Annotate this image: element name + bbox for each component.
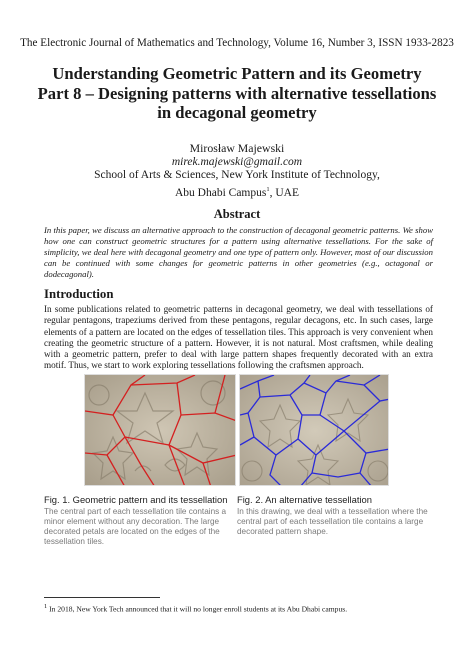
figure-1-image bbox=[84, 374, 236, 486]
figure-2-caption: Fig. 2. An alternative tessellation bbox=[237, 494, 372, 505]
journal-header: The Electronic Journal of Mathematics and Technology, Volume 16, Number 3, ISSN 1933-2823 bbox=[20, 37, 454, 49]
figure-2-image bbox=[239, 374, 389, 486]
author-block bbox=[0, 142, 474, 200]
paper-title bbox=[20, 64, 454, 123]
footnote-mark: 1 bbox=[44, 603, 48, 610]
author-email[interactable]: mirek.majewski@gmail.com bbox=[171, 155, 303, 168]
footnote-divider bbox=[44, 597, 160, 598]
footnote-text: In 2018, New York Tech announced that it will no longer enroll students at its Abu Dhabi campus. bbox=[49, 604, 348, 614]
abstract-text: In this paper, we discuss an alternative approach to the construction of decagonal geometric patterns. We show how one can construct geometric structures for a pattern using alternative tessellations. For the sake of simplicity, we deal here with decagonal geometry and one type of pattern only. However, most of our discussion can be continued with some changes for geometric patterns in other geometries (e.g., octagonal or dodecagonal). bbox=[44, 225, 433, 279]
title-line-2: Part 8 – Designing patterns with alternative tessellations bbox=[37, 83, 437, 103]
figure-1-caption: Fig. 1. Geometric pattern and its tessellation bbox=[44, 494, 228, 505]
affiliation-line-1: School of Arts & Sciences, New York Institute of Technology, bbox=[94, 169, 380, 181]
author-name: Mirosław Majewski bbox=[189, 141, 285, 155]
figure-2-description: In this drawing, we deal with a tessellation where the central part of each tessellation tile contains a large decorated pattern shape. bbox=[237, 507, 428, 536]
figure-1-description: The central part of each tessellation tile contains a minor element without any decoration. The large decorated petals are located on the edges of the tessellation tiles. bbox=[44, 507, 227, 546]
affiliation-line-2 bbox=[0, 183, 474, 200]
title-line-1: Understanding Geometric Pattern and its Geometry bbox=[52, 64, 422, 83]
introduction-text: In some publications related to geometric patterns in decagonal geometry, we deal with tessellations of regular pentagons, trapeziums derived from these pentagons, regular decagons, etc. In such cases, large elements of a pattern are located on the edges of tessellation tiles. This approach is very convenient when creating the geometric structure of a pattern. However, it is not natural. Most craftsmen, while dealing with a geometric pattern, prefer to deal with large pattern shapes frequently decorated with an extra motif. Thus, we start to work exploring tessellations following the craftsmen approach. bbox=[44, 304, 433, 371]
footnote-ref[interactable]: 1 bbox=[266, 185, 270, 193]
footnote bbox=[44, 603, 347, 614]
abstract-heading: Abstract bbox=[213, 207, 261, 221]
affiliation-campus: Abu Dhabi Campus bbox=[175, 186, 267, 199]
title-line-3: in decagonal geometry bbox=[157, 103, 317, 122]
introduction-heading: Introduction bbox=[44, 287, 114, 301]
affiliation-country: , UAE bbox=[269, 186, 299, 199]
